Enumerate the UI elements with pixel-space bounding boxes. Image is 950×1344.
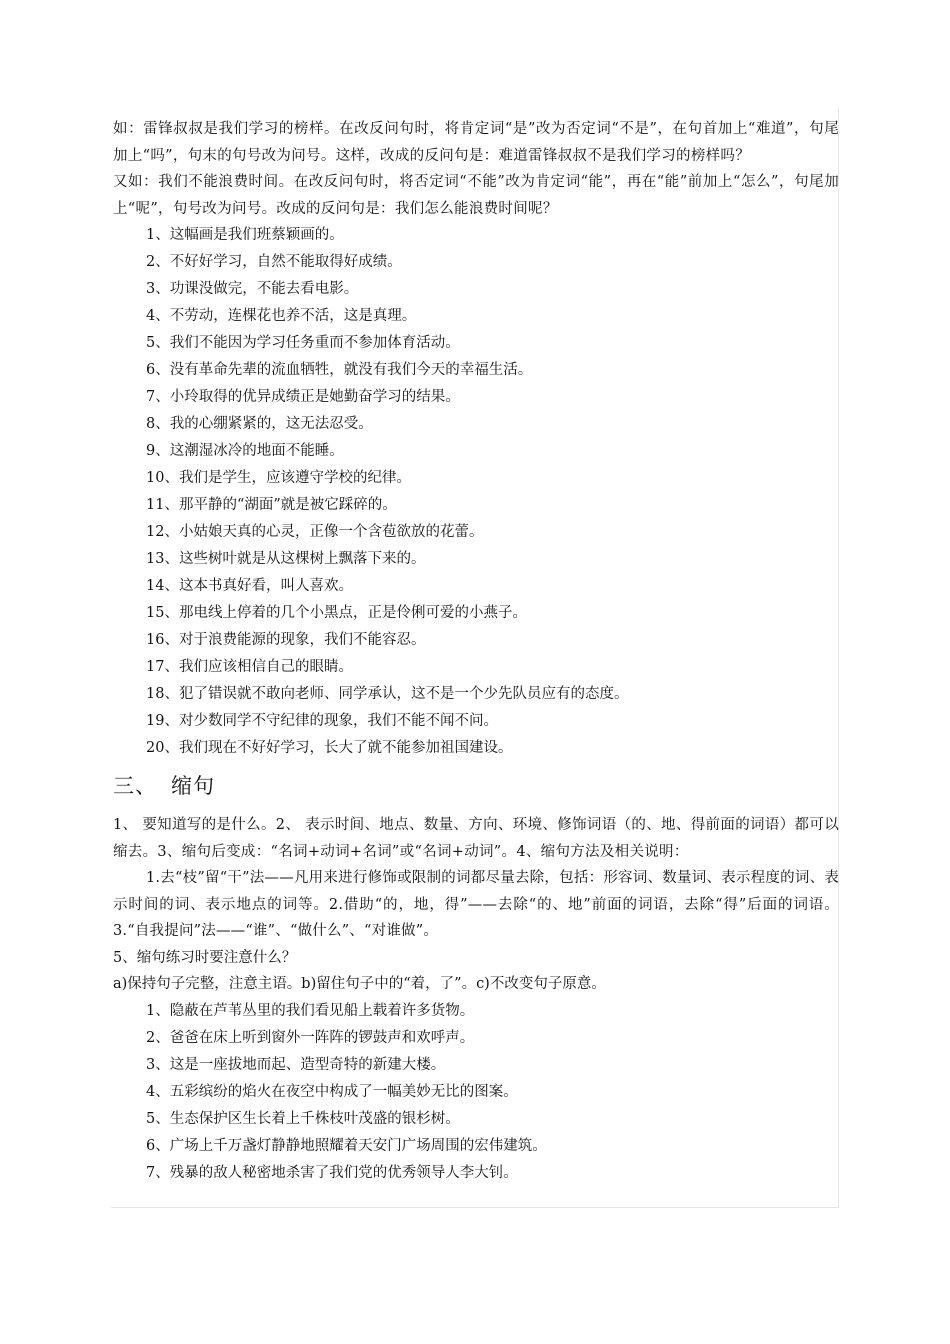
list-item: 12、小姑娘天真的心灵，正像一个含苞欲放的花蕾。 (146, 524, 484, 540)
list-item: 3、这是一座拔地而起、造型奇特的新建大楼。 (146, 1056, 446, 1073)
list-item: 9、这潮湿冰冷的地面不能睡。 (146, 443, 344, 459)
list-item: 19、对少数同学不守纪律的现象，我们不能不闻不问。 (146, 713, 498, 729)
list-item: 1、这幅画是我们班蔡颖画的。 (146, 227, 344, 243)
list-item: 17、我们应该相信自己的眼睛。 (146, 659, 353, 675)
document-body (113, 116, 839, 1187)
list-item: 7、小玲取得的优异成绩正是她勤奋学习的结果。 (146, 389, 460, 405)
list-item: 7、残暴的敌人秘密地杀害了我们党的优秀领导人李大钊。 (146, 1164, 518, 1181)
list-item: 14、这本书真好看，叫人喜欢。 (146, 578, 353, 594)
list-item: 20、我们现在不好好学习，长大了就不能参加祖国建设。 (146, 740, 513, 756)
list-item: 1、隐蔽在芦苇丛里的我们看见船上载着许多货物。 (146, 1002, 475, 1019)
list-item: 4、不劳动，连棵花也养不活，这是真理。 (146, 308, 417, 324)
example-paragraph-2: 又如：我们不能浪费时间。在改反问句时，将否定词“不能”改为肯定词“能”，再在“能”前加上“怎么”，句尾加上“呢”，句号改为问号。改成的反问句是：我们怎么能浪费时间呢？ (113, 174, 839, 217)
list-item: 6、广场上千万盏灯静静地照耀着天安门广场周围的宏伟建筑。 (146, 1137, 547, 1154)
section-answer: a)保持句子完整，注意主语。b)留住句子中的“着，了”。c)不改变句子原意。 (113, 976, 606, 992)
list-item: 10、我们是学生，应该遵守学校的纪律。 (146, 470, 411, 486)
list-item: 6、没有革命先辈的流血牺牲，就没有我们今天的幸福生活。 (146, 362, 533, 378)
list-item: 2、不好好学习，自然不能取得好成绩。 (146, 254, 402, 270)
section-number: 三、 (113, 774, 157, 798)
section-heading (113, 770, 839, 802)
list-item: 18、犯了错误就不敢向老师、同学承认，这不是一个少先队员应有的态度。 (146, 686, 629, 702)
list-item: 13、这些树叶就是从这棵树上飘落下来的。 (146, 551, 426, 567)
list-item: 5、我们不能因为学习任务重而不参加体育活动。 (146, 335, 460, 351)
list-item: 16、对于浪费能源的现象，我们不能容忍。 (146, 632, 426, 648)
list-item: 5、生态保护区生长着上千株枝叶茂盛的银杉树。 (146, 1110, 460, 1127)
section-methods: 1.去“枝”留“干”法——凡用来进行修饰或限制的词都尽量去除，包括：形容词、数量词、表示程度的词、表示时间的词、表示地点的词等。2.借助“的，地，得”——去除“的、地”前面的词语，去除“得”后面的词语。3.“自我提问”法——“谁”、“做什么”、“对谁做”。 (113, 870, 839, 939)
list-item: 3、功课没做完，不能去看电影。 (146, 281, 359, 297)
list-item: 2、爸爸在床上听到窗外一阵阵的锣鼓声和欢呼声。 (146, 1029, 475, 1046)
list-item: 11、那平静的“湖面”就是被它踩碎的。 (146, 497, 397, 513)
sentence-shortening-exercises (113, 998, 839, 1187)
example-paragraph-1: 如：雷锋叔叔是我们学习的榜样。在改反问句时，将肯定词“是”改为否定词“不是”，在句首加上“难道”，句尾加上“吗”，句末的句号改为问号。这样，改成的反问句是：难道雷锋叔叔不是我们学习的榜样吗？ (113, 121, 839, 164)
list-item: 8、我的心绷紧紧的，这无法忍受。 (146, 416, 373, 432)
list-item: 4、五彩缤纷的焰火在夜空中构成了一幅美妙无比的图案。 (146, 1083, 518, 1100)
section-question: 5、缩句练习时要注意什么？ (113, 949, 297, 966)
list-item: 15、那电线上停着的几个小黑点，正是伶俐可爱的小燕子。 (146, 605, 527, 621)
section-rules: 1、 要知道写的是什么。2、 表示时间、地点、数量、方向、环境、修饰词语（的、地、得前面的词语）都可以缩去。3、缩句后变成：“名词+动词+名词”或“名词+动词”。4、缩句方法及相关说明： (113, 817, 839, 860)
section-title: 缩句 (171, 774, 215, 798)
rhetorical-question-exercises (113, 222, 839, 762)
